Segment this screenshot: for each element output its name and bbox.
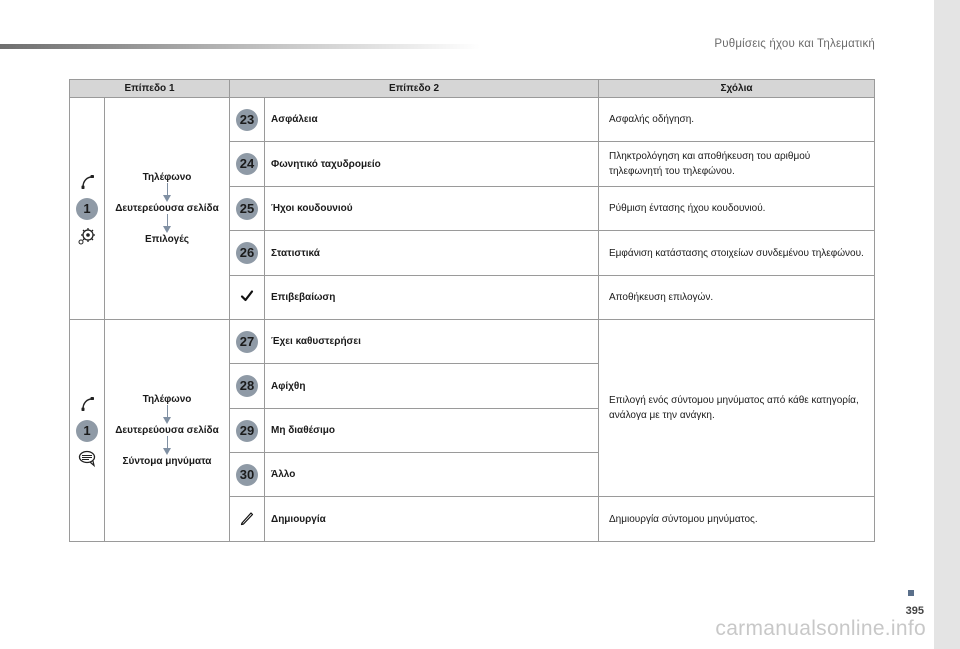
item-comment: Εμφάνιση κατάστασης στοιχείων συνδεμένου τηλεφώνου. [599, 231, 875, 276]
item-comment: Ρύθμιση έντασης ήχου κουδουνιού. [599, 187, 875, 231]
flow-arrow [163, 405, 171, 425]
checkmark-icon [240, 289, 254, 303]
item-label: Δημιουργία [265, 497, 599, 542]
phone-icon [77, 172, 97, 192]
header-comments: Σχόλια [599, 80, 875, 98]
flow-step: Τηλέφωνο [142, 172, 192, 183]
flow-step: Δευτερεύουσα σελίδα [115, 203, 219, 214]
flow-arrow [163, 436, 171, 456]
flow-arrow [163, 183, 171, 203]
group2-flow [105, 320, 230, 542]
level-badge: 1 [76, 198, 98, 220]
item-label: Στατιστικά [265, 231, 599, 276]
item-comment: Ασφαλής οδήγηση. [599, 98, 875, 142]
settings-table [69, 79, 875, 542]
gear-icon [77, 226, 97, 246]
header-level-2: Επίπεδο 2 [230, 80, 599, 98]
item-label: Αφίχθη [265, 364, 599, 409]
level-badge: 1 [76, 420, 98, 442]
item-badge: 23 [236, 109, 258, 131]
watermark: carmanualsonline.info [715, 617, 926, 640]
flow-step: Δευτερεύουσα σελίδα [115, 425, 219, 436]
side-strip [934, 0, 960, 649]
item-badge: 27 [236, 331, 258, 353]
item-badge: 24 [236, 153, 258, 175]
flow-step: Τηλέφωνο [142, 394, 192, 405]
table-row [70, 98, 875, 142]
item-label: Φωνητικό ταχυδρομείο [265, 142, 599, 187]
item-badge: 30 [236, 464, 258, 486]
item-label: Μη διαθέσιμο [265, 409, 599, 453]
page-number: 395 [905, 605, 924, 617]
item-badge: 28 [236, 375, 258, 397]
header-level-1: Επίπεδο 1 [70, 80, 230, 98]
item-label: Άλλο [265, 453, 599, 497]
page-marker [908, 590, 914, 596]
item-badge: 29 [236, 420, 258, 442]
table-row [70, 320, 875, 364]
flow-step: Επιλογές [145, 234, 189, 245]
pencil-icon [239, 510, 255, 526]
table-header-row [70, 80, 875, 98]
item-comment: Πληκτρολόγηση και αποθήκευση του αριθμού τηλεφωνητή του τηλεφώνου. [599, 142, 875, 187]
item-label: Ήχοι κουδουνιού [265, 187, 599, 231]
header-gradient-bar [0, 44, 480, 49]
phone-icon [77, 394, 97, 414]
message-icon [77, 448, 97, 468]
item-label: Έχει καθυστερήσει [265, 320, 599, 364]
item-badge: 25 [236, 198, 258, 220]
flow-step: Σύντομα μηνύματα [122, 456, 212, 467]
group2-icons [70, 320, 105, 542]
group1-icons [70, 98, 105, 320]
item-comment: Δημιουργία σύντομου μηνύματος. [599, 497, 875, 542]
item-label: Επιβεβαίωση [265, 276, 599, 320]
flow-arrow [163, 214, 171, 234]
item-badge: 26 [236, 242, 258, 264]
shared-comment: Επιλογή ενός σύντομου μηνύματος από κάθε κατηγορία, ανάλογα με την ανάγκη. [599, 320, 875, 497]
group1-flow [105, 98, 230, 320]
page-header-title: Ρυθμίσεις ήχου και Τηλεματική [714, 38, 875, 50]
item-label: Ασφάλεια [265, 98, 599, 142]
item-comment: Αποθήκευση επιλογών. [599, 276, 875, 320]
